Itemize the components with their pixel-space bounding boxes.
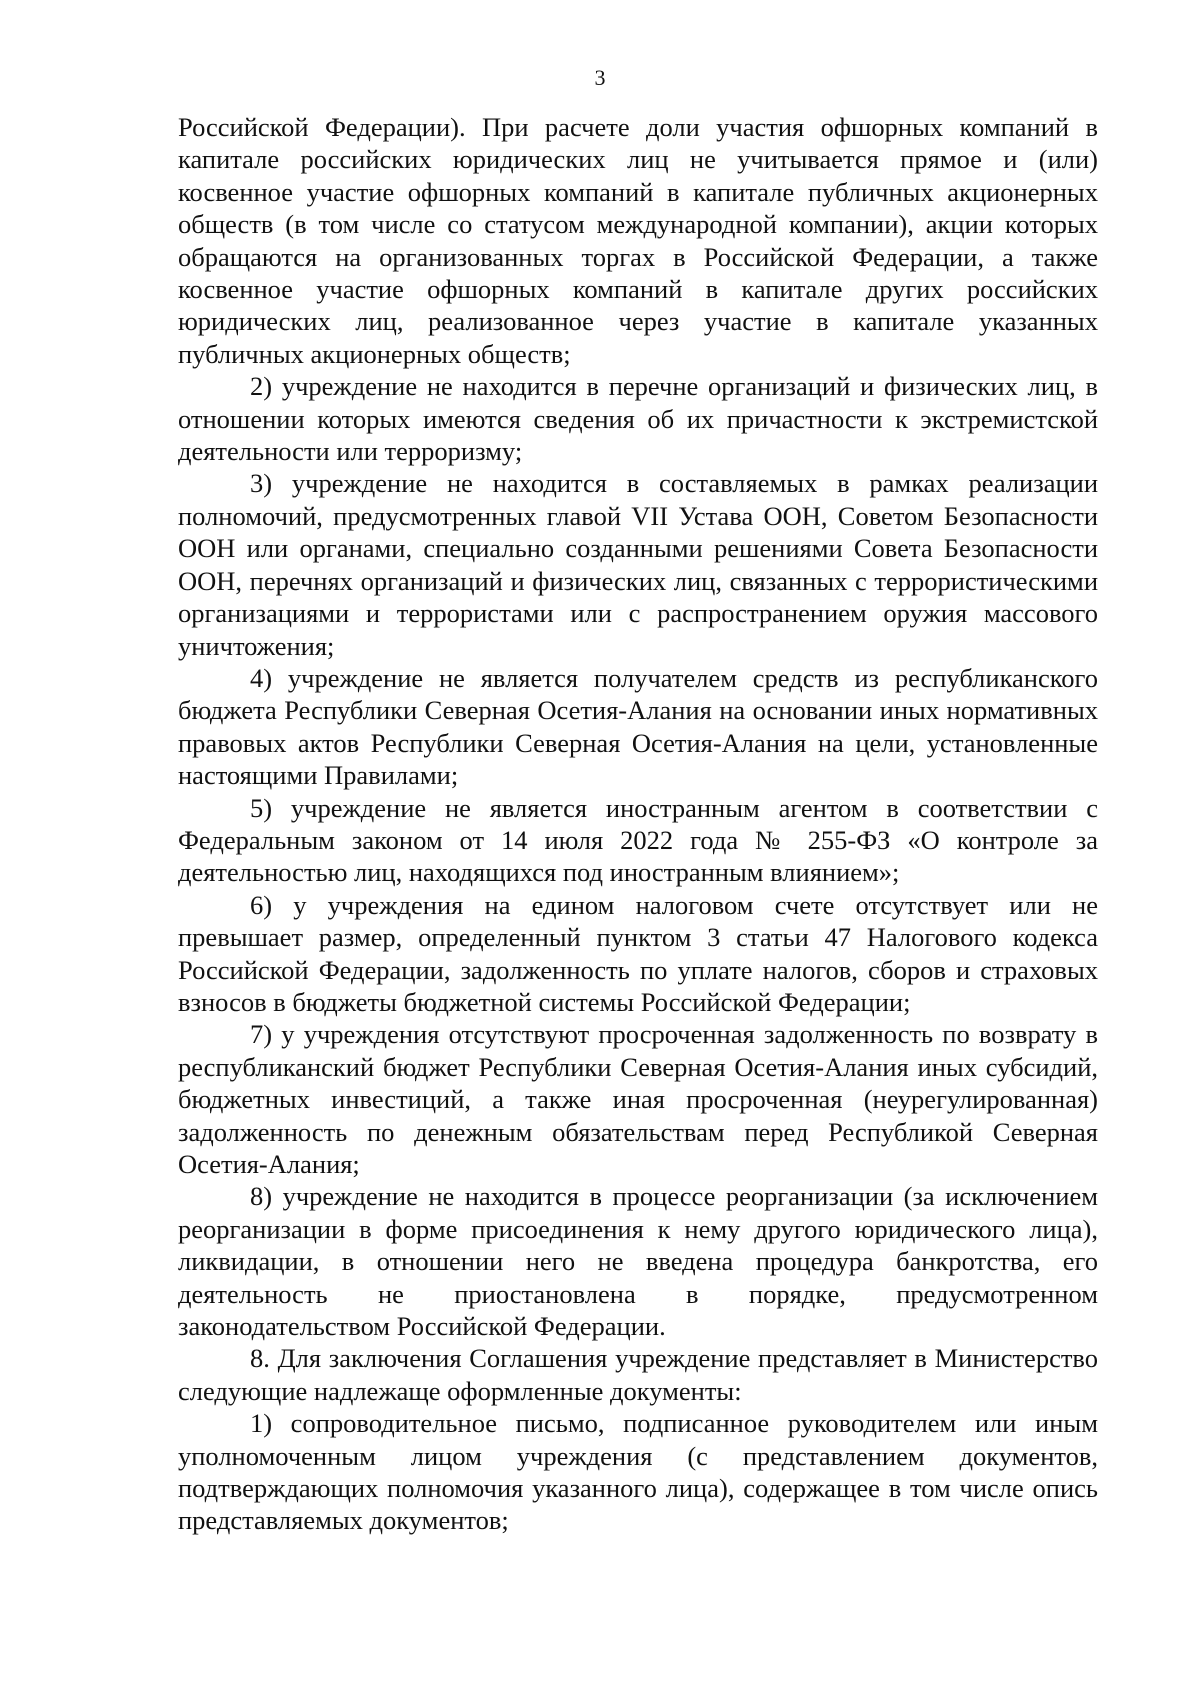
paragraph-section-8-item-1: 1) сопроводительное письмо, подписанное руководителем или иным уполномоченным лицом учреждения (с представлением документов, подтверждающих полномочия указанного лица), содержащее в том числе опись представляемых документов;	[178, 1408, 1098, 1536]
paragraph-item-4: 4) учреждение не является получателем средств из республиканского бюджета Республики Северная Осетия-Алания на основании иных нормативных правовых актов Республики Северная Осетия-Алания на цели, установленные настоящими Правилами;	[178, 662, 1098, 791]
document-body	[178, 111, 1098, 1537]
paragraph-section-8: 8. Для заключения Соглашения учреждение представляет в Министерство следующие надлежаще оформленные документы:	[178, 1343, 1098, 1406]
paragraph-item-8: 8) учреждение не находится в процессе реорганизации (за исключением реорганизации в форме присоединения к нему другого юридического лица), ликвидации, в отношении него не введена процедура банкротства, его деятельность не приостановлена в порядке, предусмотренном законодательством Российской Федерации.	[178, 1181, 1098, 1342]
page-number: 3	[594, 65, 606, 90]
paragraph-item-5: 5) учреждение не является иностранным агентом в соответствии с Федеральным законом от 14 июля 2022 года № 255-ФЗ «О контроле за деятельностью лиц, находящихся под иностранным влиянием»;	[178, 792, 1098, 888]
paragraph-item-7: 7) у учреждения отсутствуют просроченная задолженность по возврату в республиканский бюджет Республики Северная Осетия-Алания иных субсидий, бюджетных инвестиций, а также иная просроченная (неурегулированная) задолженность по денежным обязательствам перед Республикой Северная Осетия-Алания;	[178, 1019, 1098, 1179]
paragraph-item-2: 2) учреждение не находится в перечне организаций и физических лиц, в отношении которых имеются сведения об их причастности к экстремистской деятельности или терроризму;	[178, 371, 1098, 467]
paragraph-item-6: 6) у учреждения на едином налоговом счете отсутствует или не превышает размер, определенный пунктом 3 статьи 47 Налогового кодекса Российской Федерации, задолженность по уплате налогов, сборов и страховых взносов в бюджеты бюджетной системы Российской Федерации;	[178, 889, 1098, 1017]
paragraph-continuation: Российской Федерации). При расчете доли участия офшорных компаний в капитале российских юридических лиц не учитывается прямое и (или) косвенное участие офшорных компаний в капитале публичных акционерных обществ (в том числе со статусом международной компании), акции которых обращаются на организованных торгах в Российской Федерации, а также косвенное участие офшорных компаний в капитале других российских юридических лиц, реализованное через участие в капитале указанных публичных акционерных обществ;	[178, 112, 1098, 369]
paragraph-item-3: 3) учреждение не находится в составляемых в рамках реализации полномочий, предусмотренных главой VII Устава ООН, Советом Безопасности ООН или органами, специально созданными решениями Совета Безопасности ООН, перечнях организаций и физических лиц, связанных с террористическими организациями и террористами или с распространением оружия массового уничтожения;	[178, 468, 1098, 661]
